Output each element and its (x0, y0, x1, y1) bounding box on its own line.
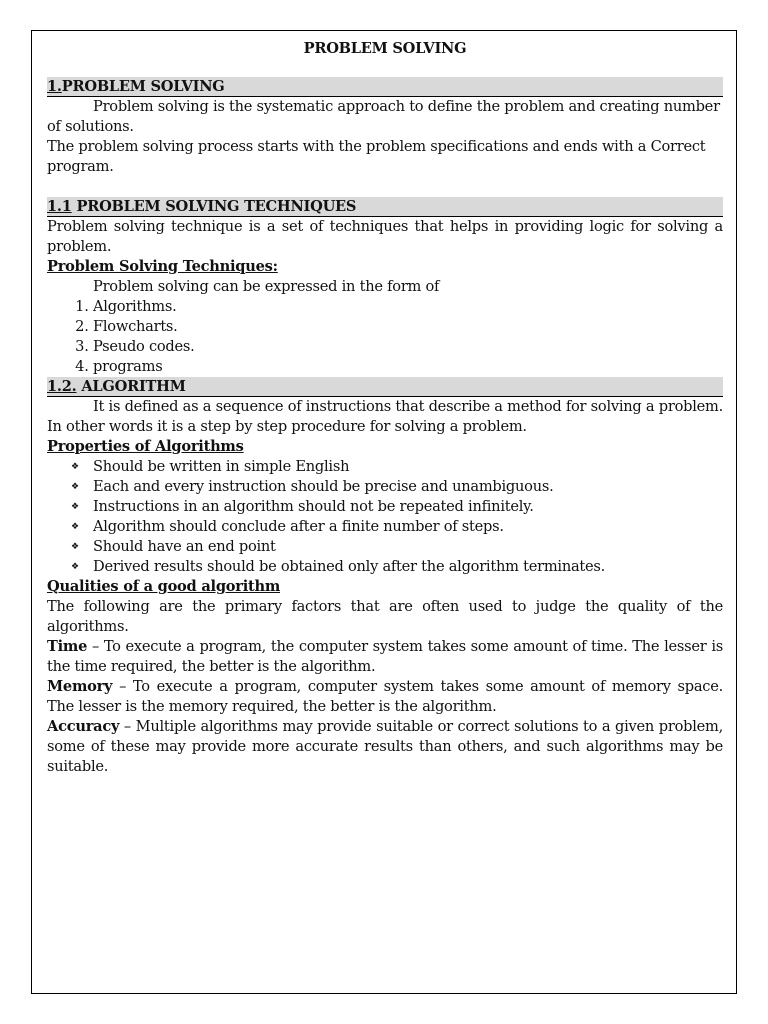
section-number: 1.1 (47, 198, 72, 215)
list-item: 2. Flowcharts. (93, 317, 723, 337)
term-memory: Memory (47, 678, 113, 695)
diamond-bullet-icon: ❖ (71, 562, 79, 572)
section-title: ALGORITHM (81, 378, 186, 395)
diamond-bullet-icon: ❖ (71, 502, 79, 512)
diamond-bullet-icon: ❖ (71, 482, 79, 492)
paragraph: The problem solving process starts with the problem specifications and ends with a Correct program. (47, 138, 706, 175)
list-item: ❖ Should have an end point (71, 538, 276, 555)
subheading-properties: Properties of Algorithms (47, 438, 244, 455)
list-item: 3. Pseudo codes. (93, 337, 723, 357)
paragraph: It is defined as a sequence of instructions that describe a method for solving a problem. In other words it is a step by step procedure for solving a problem. (47, 398, 723, 435)
subheading-qualities: Qualities of a good algorithm (47, 578, 281, 595)
term-accuracy: Accuracy (47, 718, 120, 735)
document-title: PROBLEM SOLVING (303, 40, 467, 57)
list-item: ❖ Instructions in an algorithm should not be repeated infinitely. (71, 498, 534, 515)
techniques-list (47, 297, 723, 377)
section-heading-techniques (47, 197, 723, 217)
paragraph-time: Time – To execute a program, the computer system takes some amount of time. The lesser is the time required, the better is the algorithm. (47, 638, 723, 675)
paragraph: Problem solving is the systematic approach to define the problem and creating number of solutions. (47, 98, 720, 135)
paragraph-accuracy: Accuracy – Multiple algorithms may provide suitable or correct solutions to a given problem, some of these may provide more accurate results than others, and such algorithms may be suitable. (47, 718, 723, 775)
section-heading-algorithm (47, 377, 723, 397)
section-title: PROBLEM SOLVING (61, 78, 225, 95)
list-item: 1. Algorithms. (93, 297, 723, 317)
paragraph: Problem solving can be expressed in the form of (93, 278, 440, 295)
paragraph: Problem solving technique is a set of techniques that helps in providing logic for solving a problem. (47, 218, 723, 255)
paragraph-memory: Memory – To execute a program, computer system takes some amount of memory space. The lesser is the memory required, the better is the algorithm. (47, 678, 723, 715)
diamond-bullet-icon: ❖ (71, 522, 79, 532)
paragraph: The following are the primary factors that are often used to judge the quality of the algorithms. (47, 598, 723, 635)
list-item: ❖ Algorithm should conclude after a finite number of steps. (71, 518, 504, 535)
diamond-bullet-icon: ❖ (71, 542, 79, 552)
subheading-techniques: Problem Solving Techniques: (47, 258, 278, 275)
list-item: ❖ Should be written in simple English (71, 458, 350, 475)
list-item: 4. programs (93, 357, 723, 377)
list-item: ❖ Each and every instruction should be precise and unambiguous. (71, 478, 554, 495)
diamond-bullet-icon: ❖ (71, 462, 79, 472)
section-number: 1.2. (47, 378, 77, 395)
list-item: ❖ Derived results should be obtained only after the algorithm terminates. (71, 558, 606, 575)
document-body (47, 39, 723, 777)
page-border (31, 30, 737, 994)
section-number: 1. (47, 78, 62, 95)
section-title: PROBLEM SOLVING TECHNIQUES (76, 198, 357, 215)
term-time: Time (47, 638, 88, 655)
properties-list (47, 457, 723, 577)
section-heading-problem-solving (47, 77, 723, 97)
